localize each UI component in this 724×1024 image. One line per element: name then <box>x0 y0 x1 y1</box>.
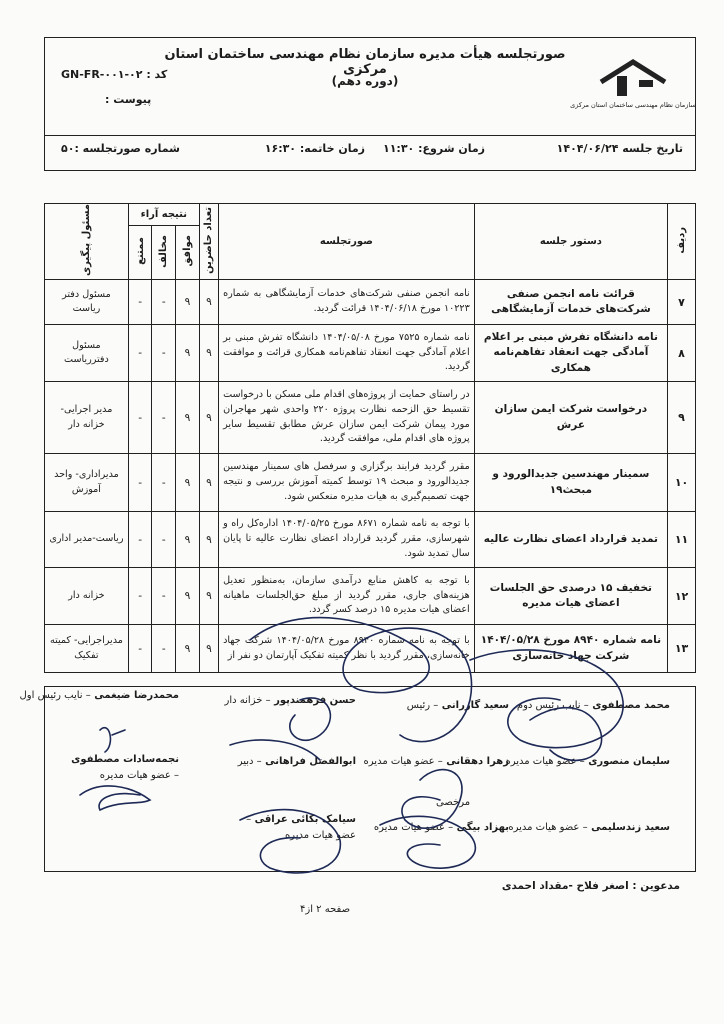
present-count: ۹ <box>199 325 218 382</box>
row-number: ۱۰ <box>668 454 696 512</box>
table-row <box>45 625 696 673</box>
meeting-info-row <box>45 142 695 164</box>
logo-text: سازمان نظام مهندسی ساختمان استان مرکزی <box>570 101 696 109</box>
col-header-present: تعداد حاضرین <box>199 204 218 280</box>
form-code: کد : GN-FR-۰۰۱-۰۲ <box>61 68 168 81</box>
abstain-count: - <box>128 454 152 512</box>
disagree-count: - <box>152 280 176 325</box>
document-title: صورتجلسه هیأت مدیره سازمان نظام مهندسی ساختمان استان مرکزی <box>164 47 566 77</box>
agenda-item: درخواست شرکت ایمن سازان عرش <box>474 382 667 454</box>
minutes-number: شماره صورتجلسه :۵۰ <box>61 142 180 155</box>
agenda-item: تخفیف ۱۵ درصدی حق الجلسات اعضای هیات مدیره <box>474 568 667 625</box>
disagree-count: - <box>152 568 176 625</box>
row-number: ۷ <box>668 280 696 325</box>
agree-count: ۹ <box>176 568 200 625</box>
abstain-count: - <box>128 325 152 382</box>
present-count: ۹ <box>199 382 218 454</box>
col-header-vote-group: نتیجه آراء <box>128 204 199 226</box>
responsible: ریاست-مدیر اداری <box>45 512 129 568</box>
minutes-text: با توجه به نامه شماره ۸۶۷۱ مورخ ۱۴۰۴/۰۵/۲۵ اداره‌کل راه و شهرسازی، مقرر گردید قرارداد اعضای نظارت عالیه تا پایان سال تمدید شود. <box>219 512 475 568</box>
leave-label: مرخصی <box>436 797 471 808</box>
present-count: ۹ <box>199 568 218 625</box>
minutes-text: با توجه به نامه شماره ۸۹۴۰ مورخ ۱۴۰۴/۰۵/۲۸ شرکت جهاد خانه‌سازی، مقرر گردید با نظر کمیته تفکیک آپارتمان دو نفر از <box>219 625 475 673</box>
row-number: ۹ <box>668 382 696 454</box>
agenda-item: سمینار مهندسین جدیدالورود و مبحث۱۹ <box>474 454 667 512</box>
page-number: صفحه ۲ از۴ <box>300 904 351 915</box>
organization-logo <box>570 52 696 124</box>
present-count: ۹ <box>199 512 218 568</box>
row-number: ۱۱ <box>668 512 696 568</box>
agenda-item: نامه شماره ۸۹۴۰ مورخ ۱۴۰۴/۰۵/۲۸ شرکت جهاد خانه‌سازی <box>474 625 667 673</box>
present-count: ۹ <box>199 454 218 512</box>
responsible: مدیراداری- واحد آموزش <box>45 454 129 512</box>
agenda-item: نامه دانشگاه تفرش مبنی بر اعلام آمادگی جهت انعقاد تفاهم‌نامه همکاری <box>474 325 667 382</box>
table-row <box>45 382 696 454</box>
header-divider <box>45 135 695 136</box>
agenda-item: تمدید قرارداد اعضای نظارت عالیه <box>474 512 667 568</box>
signature-entry: سعید گازرانی – رئیس <box>406 700 509 711</box>
row-number: ۸ <box>668 325 696 382</box>
table-row <box>45 280 696 325</box>
signature-entry: زهرا دهقانی – عضو هیات مدیره <box>363 756 509 767</box>
signature-entry: بهزاد بیگی – عضو هیات مدیره <box>373 822 509 833</box>
col-header-agree: موافق <box>176 226 200 280</box>
col-header-disagree: مخالف <box>152 226 176 280</box>
col-header-minutes: صورتجلسه <box>219 204 475 280</box>
signature-entry: سعید زندسلیمی – عضو هیات مدیره <box>508 822 670 833</box>
row-number: ۱۲ <box>668 568 696 625</box>
disagree-count: - <box>152 454 176 512</box>
agree-count: ۹ <box>176 382 200 454</box>
table-row <box>45 568 696 625</box>
minutes-text: نامه انجمن صنفی شرکت‌های خدمات آزمایشگاهی به شماره ۱۰۲۲۳ مورخ ۱۴۰۴/۰۶/۱۸ قرائت گردید. <box>219 280 475 325</box>
meeting-date: تاریخ جلسه ۱۴۰۴/۰۶/۲۴ <box>556 142 683 155</box>
signature-entry: نجمه‌سادات مصطفوی – عضو هیات مدیره <box>71 754 179 781</box>
disagree-count: - <box>152 325 176 382</box>
agree-count: ۹ <box>176 454 200 512</box>
end-time: زمان خاتمه: ۱۶:۳۰ <box>264 142 365 155</box>
col-header-agenda: دستور جلسه <box>474 204 667 280</box>
abstain-count: - <box>128 625 152 673</box>
col-header-responsible: مسئول پیگیری <box>45 204 129 280</box>
signature-entry: ابوالفضل فراهانی – دبیر <box>237 756 356 767</box>
responsible: خزانه دار <box>45 568 129 625</box>
col-header-radif: ردیف <box>668 204 696 280</box>
table-row <box>45 325 696 382</box>
signature-entry: حسن فرهمندپور – خزانه دار <box>224 695 356 706</box>
disagree-count: - <box>152 625 176 673</box>
responsible: مسئول دفترریاست <box>45 325 129 382</box>
agree-count: ۹ <box>176 512 200 568</box>
disagree-count: - <box>152 382 176 454</box>
start-time: زمان شروع: ۱۱:۳۰ <box>383 142 485 155</box>
row-number: ۱۳ <box>668 625 696 673</box>
minutes-text: با توجه به کاهش منابع درآمدی سازمان، به‌منظور تعدیل هزینه‌های جاری، مقرر گردید از مبلغ حق‌الجلسات ماهیانه اعضای هیات مدیره ۱۵ درصد کسر گردد. <box>219 568 475 625</box>
abstain-count: - <box>128 382 152 454</box>
minutes-text: نامه شماره ۷۵۲۵ مورخ ۱۴۰۴/۰۵/۰۸ دانشگاه تفرش مبنی بر اعلام آمادگی جهت انعقاد تفاهم‌نامه همکاری قرائت و موافقت گردید. <box>219 325 475 382</box>
attachment-label: پیوست : <box>105 93 152 106</box>
agree-count: ۹ <box>176 325 200 382</box>
invitees-line: مدعوین : اصغر فلاح -مقداد احمدی <box>501 880 680 892</box>
abstain-count: - <box>128 280 152 325</box>
col-header-abstain: ممتنع <box>128 226 152 280</box>
agree-count: ۹ <box>176 625 200 673</box>
header-box <box>44 37 696 171</box>
signature-entry: محمد مصطفوی – نایب رئیس دوم <box>516 700 670 711</box>
responsible: مدیر اجرایی- خزانه دار <box>45 382 129 454</box>
signature-entry: سیامک بکائی عراقی – عضو هیات مدیره <box>246 814 356 841</box>
agree-count: ۹ <box>176 280 200 325</box>
minutes-text: مقرر گردید فرایند برگزاری و سرفصل های سمینار مهندسین جدیدالورود و مبحث ۱۹ توسط کمیته آموزش بررسی و نتیجه جهت تصمیم‌گیری به هیات مدیره منعکس شود. <box>219 454 475 512</box>
responsible: مدیراجرایی- کمیته تفکیک <box>45 625 129 673</box>
responsible: مسئول دفتر ریاست <box>45 280 129 325</box>
table-row <box>45 454 696 512</box>
minutes-table <box>44 203 696 673</box>
abstain-count: - <box>128 512 152 568</box>
present-count: ۹ <box>199 280 218 325</box>
disagree-count: - <box>152 512 176 568</box>
present-count: ۹ <box>199 625 218 673</box>
document-subtitle: (دوره دهم) <box>331 74 399 88</box>
minutes-text: در راستای حمایت از پروژه‌های اقدام ملی مسکن با درخواست تقسیط حق الزحمه نظارت پروژه ۲۲۰ واحدی شهر مهاجران مورد پیمان شرکت ایمن سازان عرش مطابق تقسیط سایر پروژه های اقدام ملی، موافقت گردید. <box>219 382 475 454</box>
signature-entry: سلیمان منصوری – عضو هیات مدیره <box>505 756 670 767</box>
signature-entry: محمدرضا ضیغمی – نایب رئیس اول <box>19 690 179 701</box>
abstain-count: - <box>128 568 152 625</box>
agenda-item: قرائت نامه انجمن صنفی شرکت‌های خدمات آزمایشگاهی <box>474 280 667 325</box>
table-row <box>45 512 696 568</box>
